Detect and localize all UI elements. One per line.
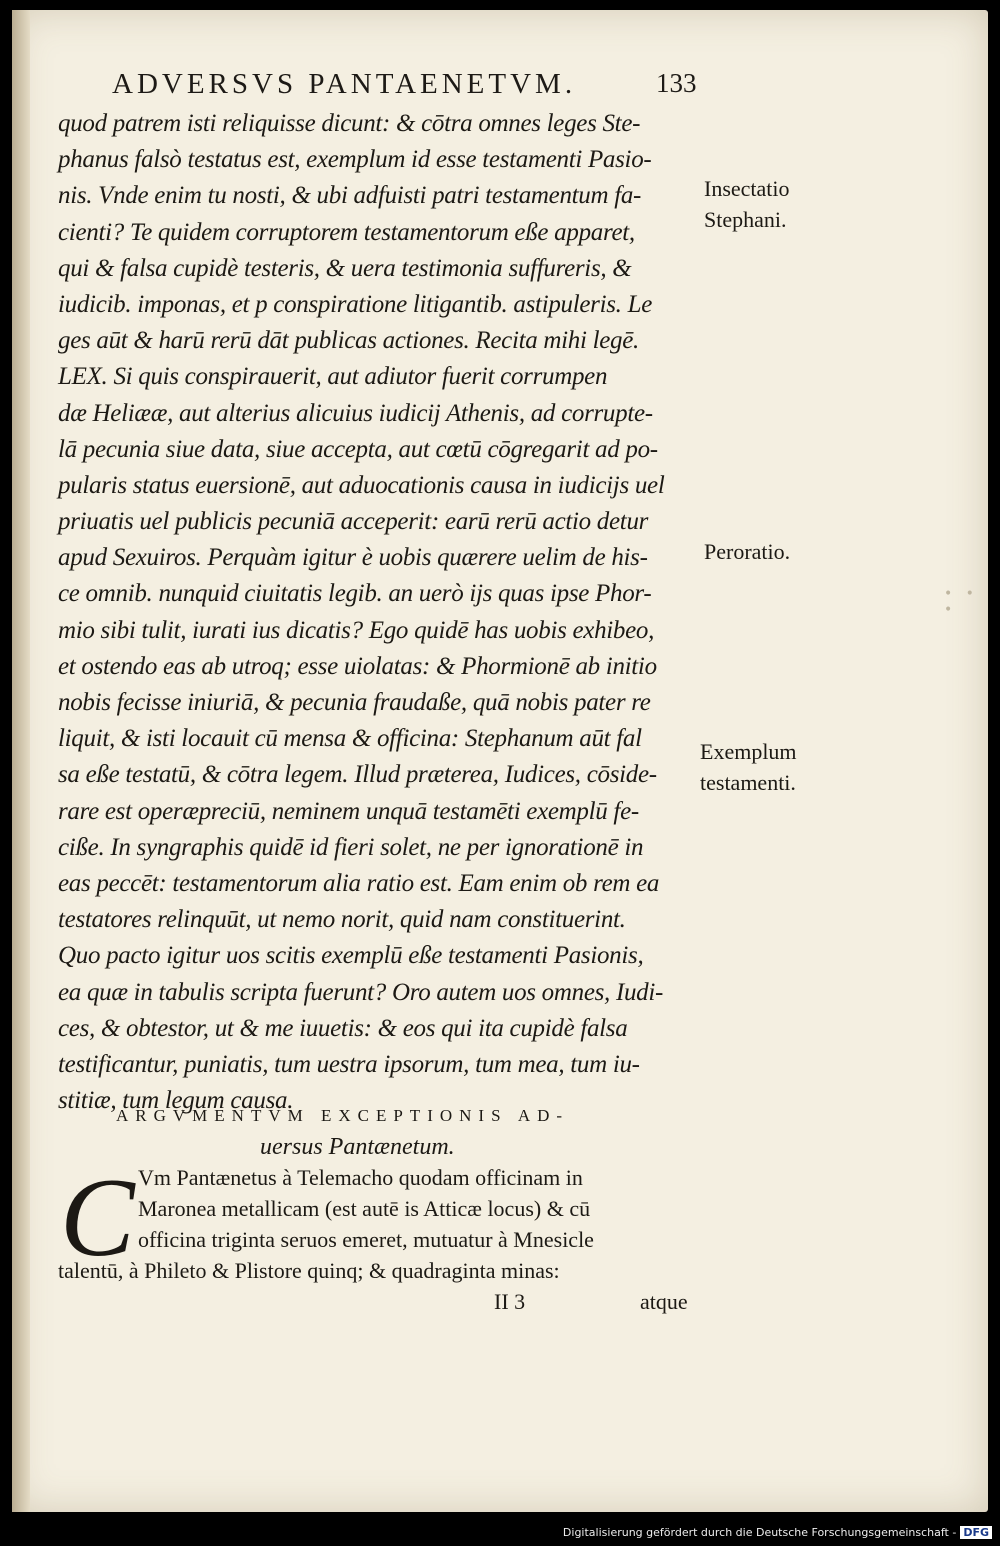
text-line: liquit, & isti locauit cū mensa & officina: Stephanum aūt fal — [58, 725, 642, 753]
text-line: lā pecunia siue data, siue accepta, aut cœtū cōgregarit ad po- — [58, 435, 658, 463]
argument-line: officina triginta seruos emeret, mutuatur à Mnesicle — [138, 1227, 594, 1252]
text-line: qui & falsa cupidè testeris, & uera testimonia suffureris, & — [58, 254, 632, 282]
text-line: nobis fecisse iniuriā, & pecunia fraudaße, quā nobis pater re — [58, 689, 651, 716]
marginal-note-line: Peroratio. — [704, 539, 791, 564]
argument-line: Maronea metallicam (est autē is Atticæ locus) & cū — [138, 1196, 591, 1221]
text-line: testatores relinquūt, ut nemo norit, quid nam constituerint. — [58, 906, 626, 934]
text-line: nis. Vnde enim tu nosti, & ubi adfuisti patri testamentum fa- — [58, 182, 642, 210]
marginal-note-line: Stephani. — [704, 207, 787, 232]
text-line: iudicib. imponas, et p conspiratione litigantib. astipuleris. Le — [58, 290, 652, 318]
argument-subheading: uersus Pantænetum. — [260, 1134, 455, 1160]
marginal-note-line: Insectatio — [704, 176, 790, 201]
dfg-logo: DFG — [960, 1526, 992, 1539]
text-line: LEX. Si quis conspirauerit, aut adiutor fuerit corrumpen — [58, 363, 608, 391]
catchword: atque — [640, 1289, 688, 1314]
marginal-note-peroratio — [704, 536, 790, 567]
show-through-dots: • • • — [944, 586, 983, 618]
marginal-note-exemplum — [700, 736, 797, 798]
text-line: quod patrem isti reliquisse dicunt: & cōtra omnes leges Ste- — [58, 110, 641, 137]
running-head: ADVERSVS PANTAENETVM. — [112, 68, 577, 100]
text-line: ciße. In syngraphis quidē id fieri solet, ne per ignorationē in — [58, 833, 644, 861]
text-line: ce omnib. nunquid ciuitatis legib. an uerò ijs quas ipse Phor- — [58, 580, 652, 608]
page-gutter-edge — [12, 10, 30, 1512]
text-line: ges aūt & harū rerū dāt publicas actiones. Recita mihi legē. — [58, 327, 639, 355]
argument-heading: ARGVMENTVM EXCEPTIONIS AD- — [116, 1106, 570, 1125]
argument-line: talentū, à Phileto & Plistore quinq; & quadraginta minas: — [58, 1258, 560, 1283]
text-line: sa eße testatū, & cōtra legem. Illud præterea, Iudices, cōside- — [58, 761, 657, 789]
text-line: ces, & obtestor, ut & me iuuetis: & eos qui ita cupidè falsa — [58, 1014, 628, 1042]
text-line: rare est operæpreciū, neminem unquā testamēti exemplū fe- — [58, 797, 639, 825]
page-number: 133 — [656, 68, 697, 98]
text-line: cienti? Te quidem corruptorem testamentorum eße apparet, — [58, 218, 635, 246]
text-line: Quo pacto igitur uos scitis exemplū eße testamenti Pasionis, — [58, 942, 644, 970]
marginal-note-insectatio — [704, 173, 790, 235]
text-line: mio sibi tulit, iurati ius dicatis? Ego quidē has uobis exhibeo, — [58, 616, 655, 644]
text-line: et ostendo eas ab utroq; esse uiolatas: & Phormionē ab initio — [58, 652, 657, 680]
marginal-note-line: Exemplum — [700, 739, 797, 764]
marginal-note-line: testamenti. — [700, 770, 796, 795]
text-line: priuatis uel publicis pecuniā acceperit: earū rerū actio detur — [58, 508, 649, 536]
text-line: phanus falsò testatus est, exemplum id esse testamenti Pasio- — [58, 146, 652, 174]
argument-text-block — [58, 1162, 713, 1286]
argument-line: Vm Pantænetus à Telemacho quodam officinam in — [138, 1165, 583, 1190]
text-line: pularis status euersionē, aut aduocationis causa in iudicijs uel — [58, 471, 665, 499]
main-text-block — [58, 106, 708, 1119]
text-line: testificantur, puniatis, tum uestra ipsorum, tum mea, tum iu- — [58, 1050, 640, 1078]
text-line: eas peccēt: testamentorum alia ratio est. Eam enim ob rem ea — [58, 869, 660, 897]
text-line: stitiæ, tum legum causa. — [58, 1087, 294, 1115]
footer-text: Digitalisierung gefördert durch die Deutsche Forschungsgemeinschaft - — [562, 1526, 957, 1539]
drop-cap: C — [60, 1156, 135, 1280]
book-page — [12, 10, 988, 1512]
text-line: dæ Heliææ, aut alterius alicuius iudicij Athenis, ad corrupte- — [58, 399, 653, 427]
text-line: ea quæ in tabulis scripta fuerunt? Oro autem uos omnes, Iudi- — [58, 978, 664, 1006]
signature-mark: II 3 — [494, 1289, 526, 1314]
text-line: apud Sexuiros. Perquàm igitur è uobis quærere uelim de his- — [58, 544, 648, 572]
digitization-footer — [563, 1526, 992, 1539]
